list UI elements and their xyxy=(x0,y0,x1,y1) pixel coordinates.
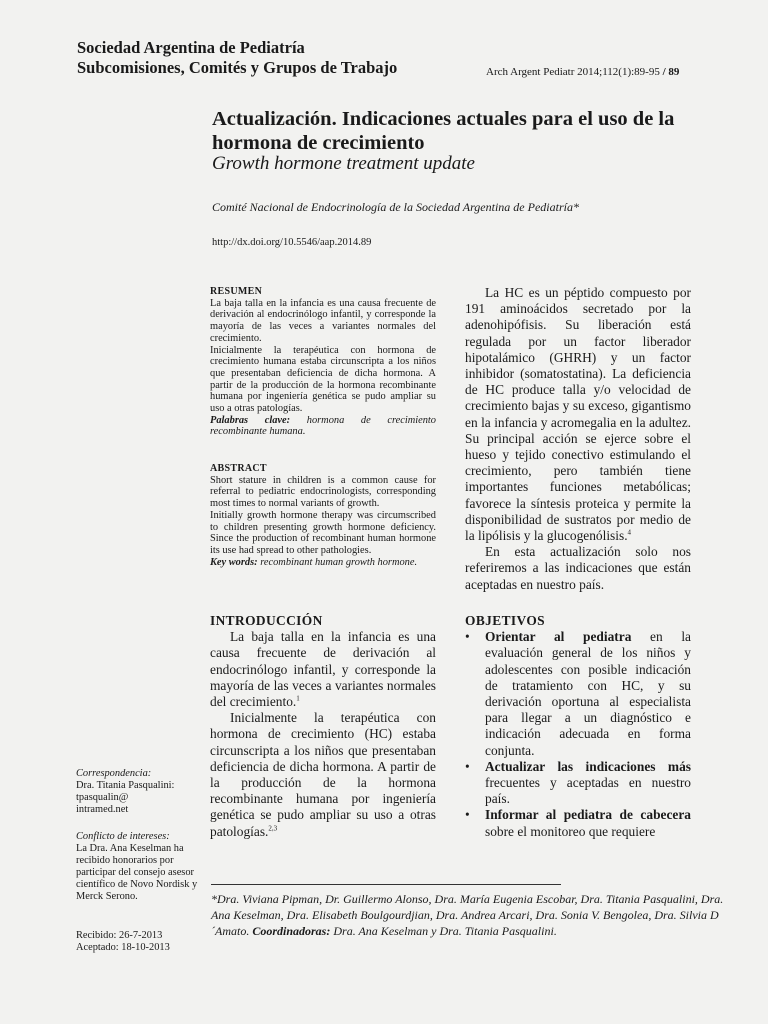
objective-text: frecuentes y aceptadas en nuestro país. xyxy=(485,775,691,807)
bullet: • xyxy=(465,629,470,645)
abstract-paragraph: Short stature in children is a common cause for referral to pediatric endocrinologists, corresponding most times to normal variants of growth. xyxy=(210,474,436,510)
abstract-paragraph: Initially growth hormone therapy was circumscribed to children presenting growth hormone deficiency. Since the production of recombinant human hormone its use had spread to other pathologies. xyxy=(210,509,436,556)
paragraph-text: La baja talla en la infancia es una causa frecuente de derivación al endocrinólogo infantil, y corresponde la mayoría de las veces a variantes normales del crecimiento. xyxy=(210,629,436,710)
coordinators-label: Coordinadoras: xyxy=(252,924,331,939)
article-subtitle: Growth hormone treatment update xyxy=(212,153,475,174)
objectives-section xyxy=(465,613,691,840)
abstract-keywords xyxy=(210,557,436,569)
conflict-note xyxy=(76,831,198,903)
objective-text: sobre el monitoreo que requiere xyxy=(485,823,656,839)
objectives-list xyxy=(465,629,691,840)
correspondence-note xyxy=(76,768,198,816)
reference-marker: 4 xyxy=(627,528,632,537)
correspondence-name: Dra. Titania Pasqualini: xyxy=(76,780,175,791)
resumen-paragraph: Inicialmente la terapéutica con hormona de crecimiento humana estaba circunscripta a los niños que presentaban deficiencia de dicha hormona. A partir de la producción de la hormona recombinante humana por ingeniería genética se pudo ampliar su uso a otras patologías. xyxy=(210,344,436,415)
objective-item xyxy=(465,759,691,808)
conflict-text: La Dra. Ana Keselman ha recibido honorarios por participar del consejo asesor científico de Novo Nordisk y Merck Serono. xyxy=(76,843,198,902)
introduction-heading: INTRODUCCIÓN xyxy=(210,613,323,628)
reference-marker: 1 xyxy=(296,694,300,703)
resumen-heading: RESUMEN xyxy=(210,286,263,297)
introduction-paragraph xyxy=(210,710,436,840)
doi-link[interactable]: http://dx.doi.org/10.5546/aap.2014.89 xyxy=(212,237,372,248)
article-title: Actualización. Indicaciones actuales para el uso de la hormona de crecimiento xyxy=(212,108,675,154)
correspondence-label: Correspondencia: xyxy=(76,768,152,779)
objective-lead: Actualizar las indicaciones más xyxy=(485,758,691,774)
society-name: Sociedad Argentina de Pediatría xyxy=(77,38,305,57)
dates-note xyxy=(76,930,198,954)
footnote-divider xyxy=(211,884,561,885)
correspondence-email: tpasqualin@ xyxy=(76,792,129,803)
citation-text: Arch Argent Pediatr 2014;112(1):89-95 xyxy=(486,66,660,78)
body-paragraph xyxy=(465,285,691,544)
resumen-block xyxy=(210,286,436,438)
conflict-label: Conflicto de intereses: xyxy=(76,831,170,842)
keywords-label: Palabras clave: xyxy=(210,414,291,426)
article-authors: Comité Nacional de Endocrinología de la Sociedad Argentina de Pediatría* xyxy=(212,200,579,214)
objective-text: en la evaluación general de los niños y adolescentes con posible indicación de tratamiento con HC, y su derivación oportuna al especialista para llegar a un diagnóstico e indicación adecuada en forma conjunta. xyxy=(485,629,691,758)
coordinators-text: Dra. Ana Keselman y Dra. Titania Pasqualini. xyxy=(330,924,557,939)
correspondence-email: intramed.net xyxy=(76,804,129,815)
objectives-heading: OBJETIVOS xyxy=(465,613,545,628)
keywords-text: recombinant human growth hormone. xyxy=(260,556,418,568)
paragraph-text: Inicialmente la terapéutica con hormona de crecimiento (HC) estaba circunscripta a los niños que presentaban deficiencia de dicha hormona. A partir de la producción de la hormona recombinante humana por ingeniería genética se pudo ampliar su uso a otras patologías. xyxy=(210,710,436,839)
resumen-keywords xyxy=(210,415,436,438)
abstract-heading: ABSTRACT xyxy=(210,463,267,474)
abstract-block xyxy=(210,463,436,568)
accepted-date: Aceptado: 18-10-2013 xyxy=(76,942,170,953)
bullet: • xyxy=(465,758,470,774)
society-subcommittees: Subcomisiones, Comités y Grupos de Trabajo xyxy=(77,58,398,77)
journal-header xyxy=(77,38,397,78)
resumen-paragraph: La baja talla en la infancia es una causa frecuente de derivación al endocrinólogo infantil, y corresponde la mayoría de las veces a variantes normales del crecimiento. xyxy=(210,297,436,344)
body-paragraph: En esta actualización solo nos referiremos a las indicaciones que están aceptadas en nuestro país. xyxy=(465,544,691,592)
authors-footnote xyxy=(211,891,731,940)
reference-marker: 2,3 xyxy=(268,824,278,833)
introduction-paragraph xyxy=(210,629,436,710)
objective-item xyxy=(465,629,691,759)
right-column-intro xyxy=(465,285,691,593)
objective-item xyxy=(465,807,691,839)
keywords-text: hormona de crecimiento recombinante humana. xyxy=(210,414,436,438)
objective-lead: Orientar al pediatra xyxy=(485,629,632,645)
paragraph-text: La HC es un péptido compuesto por 191 aminoácidos secretado por la adenohipófisis. Su liberación está regulada por un factor liberador hipotalámico (GHRH) y un factor inhibidor (somatostatina). La deficiencia de HC produce talla y/o velocidad de crecimiento bajas y su exceso, gigantismo en la infancia y acromegalia en la adultez. Su principal acción se ejerce sobre el hueso y tejido conectivo estimulando el crecimiento, pero también tiene importantes funciones metabólicas; favorece la síntesis proteica y permite la disponibilidad de sustratos por medio de la lipólisis y la glucogenólisis. xyxy=(465,285,691,544)
journal-citation xyxy=(486,66,679,78)
received-date: Recibido: 26-7-2013 xyxy=(76,930,163,941)
citation-separator: / xyxy=(662,66,666,78)
objective-lead: Informar al pediatra de cabecera xyxy=(485,807,691,823)
keywords-label: Key words: xyxy=(210,556,258,568)
page-number: 89 xyxy=(668,66,680,78)
bullet: • xyxy=(465,807,470,823)
footnote-authors: *Dra. Viviana Pipman, Dr. Guillermo Alonso, Dra. María Eugenia Escobar, Dra. Titania Pasqualini, Dra. Ana Keselman, Dra. Elisabeth Boulgourdjian, Dra. Andrea Arcari, Dra. Sonia V. Bengolea, Dra. Silvia D´Amato. xyxy=(211,892,724,939)
introduction-section xyxy=(210,613,436,840)
